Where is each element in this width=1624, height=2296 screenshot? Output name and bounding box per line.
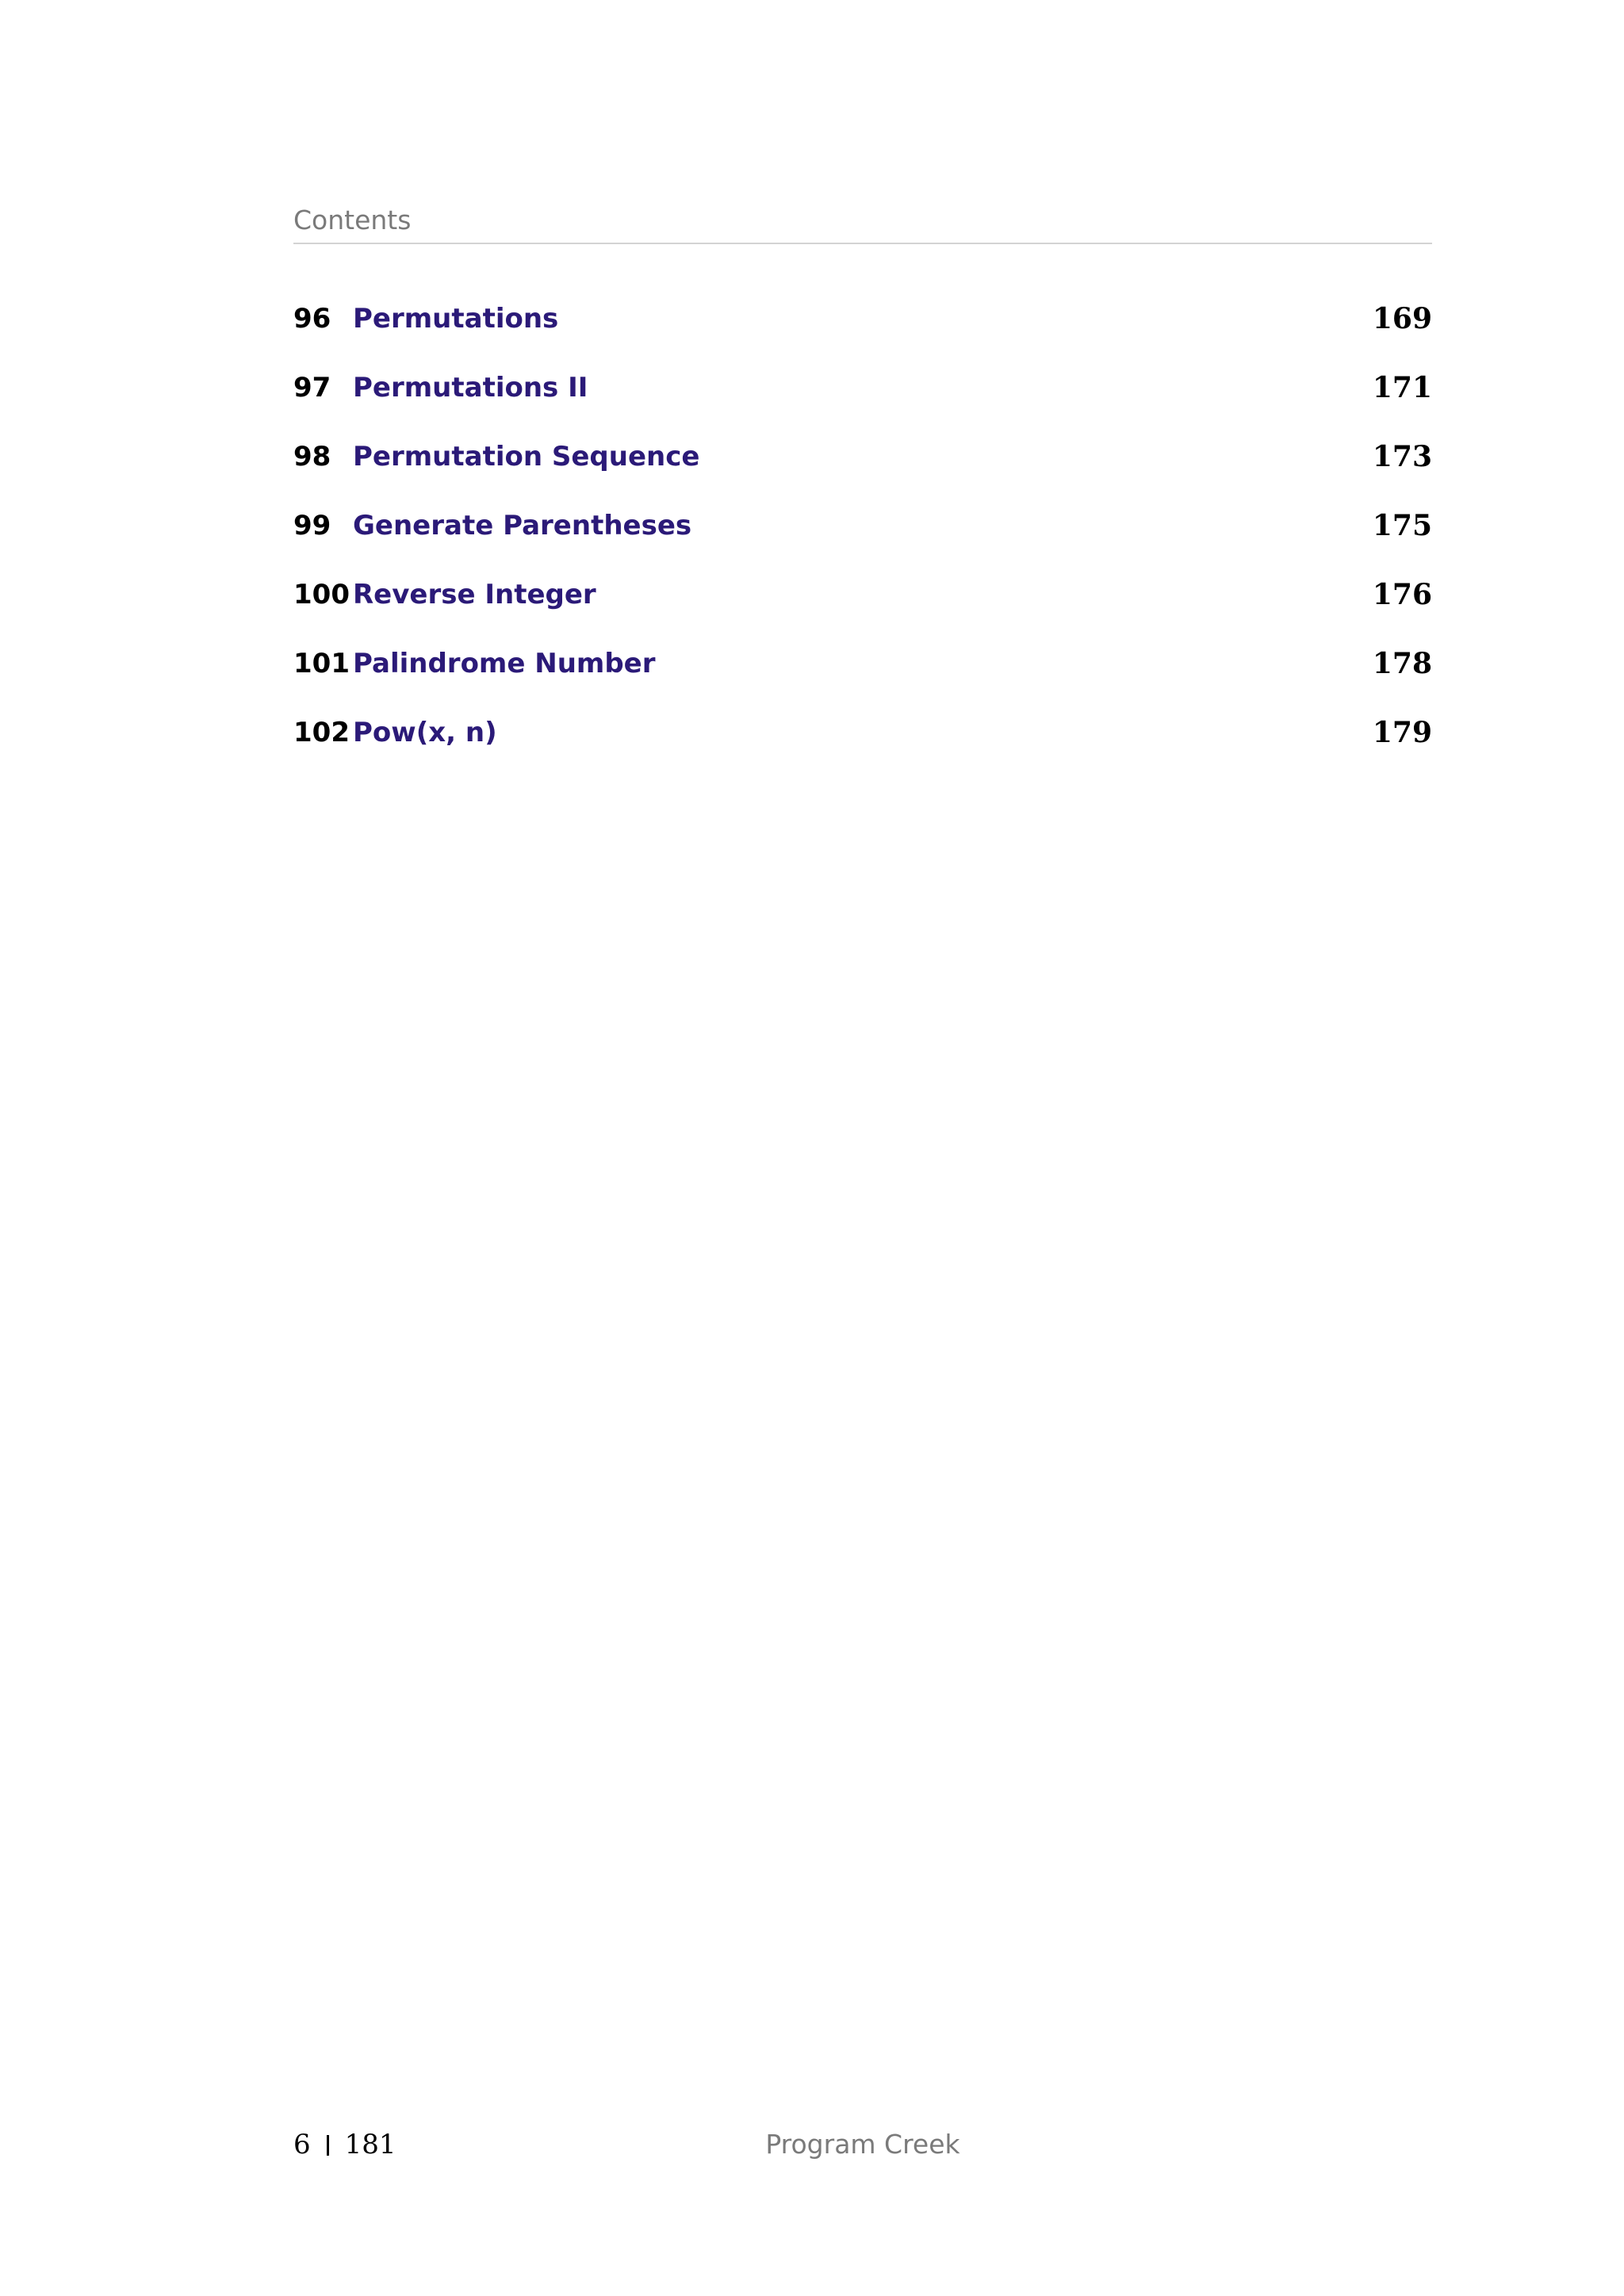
toc-entry-number: 97 <box>293 372 331 404</box>
toc-entry-title[interactable]: Palindrome Number <box>353 648 656 679</box>
toc-entry-page[interactable]: 169 <box>1372 302 1432 335</box>
running-header <box>293 205 1432 244</box>
toc-entry-title[interactable]: Generate Parentheses <box>353 510 692 541</box>
footer-publisher: Program Creek <box>765 2129 960 2160</box>
toc-entry-number: 96 <box>293 303 331 335</box>
toc-entry[interactable] <box>293 507 1432 576</box>
toc-entry-number: 102 <box>293 717 350 748</box>
toc-entry-title[interactable]: Permutation Sequence <box>353 441 700 473</box>
toc-entry-page[interactable]: 176 <box>1372 578 1432 611</box>
toc-entry-number: 100 <box>293 579 350 610</box>
table-of-contents <box>293 300 1432 783</box>
toc-entry-number: 98 <box>293 441 331 473</box>
toc-entry-page[interactable]: 178 <box>1372 647 1432 680</box>
toc-entry-title[interactable]: Reverse Integer <box>353 579 596 610</box>
toc-entry-page[interactable]: 171 <box>1372 371 1432 404</box>
toc-entry-number: 99 <box>293 510 331 541</box>
current-page-number: 6 <box>293 2129 311 2160</box>
running-header-title: Contents <box>293 205 412 235</box>
toc-entry-page[interactable]: 179 <box>1372 716 1432 749</box>
toc-entry-number: 101 <box>293 648 350 679</box>
toc-entry[interactable] <box>293 438 1432 507</box>
toc-entry[interactable] <box>293 300 1432 369</box>
toc-entry-page[interactable]: 175 <box>1372 509 1432 542</box>
page-footer <box>293 2126 1432 2166</box>
toc-entry[interactable] <box>293 645 1432 714</box>
toc-entry[interactable] <box>293 714 1432 783</box>
toc-entry-page[interactable]: 173 <box>1372 440 1432 473</box>
total-page-count: 181 <box>344 2129 396 2160</box>
toc-entry-title[interactable]: Permutations <box>353 303 559 335</box>
toc-entry-title[interactable]: Permutations II <box>353 372 588 404</box>
toc-entry[interactable] <box>293 576 1432 645</box>
toc-entry-title[interactable]: Pow(x, n) <box>353 717 497 748</box>
toc-entry[interactable] <box>293 369 1432 438</box>
